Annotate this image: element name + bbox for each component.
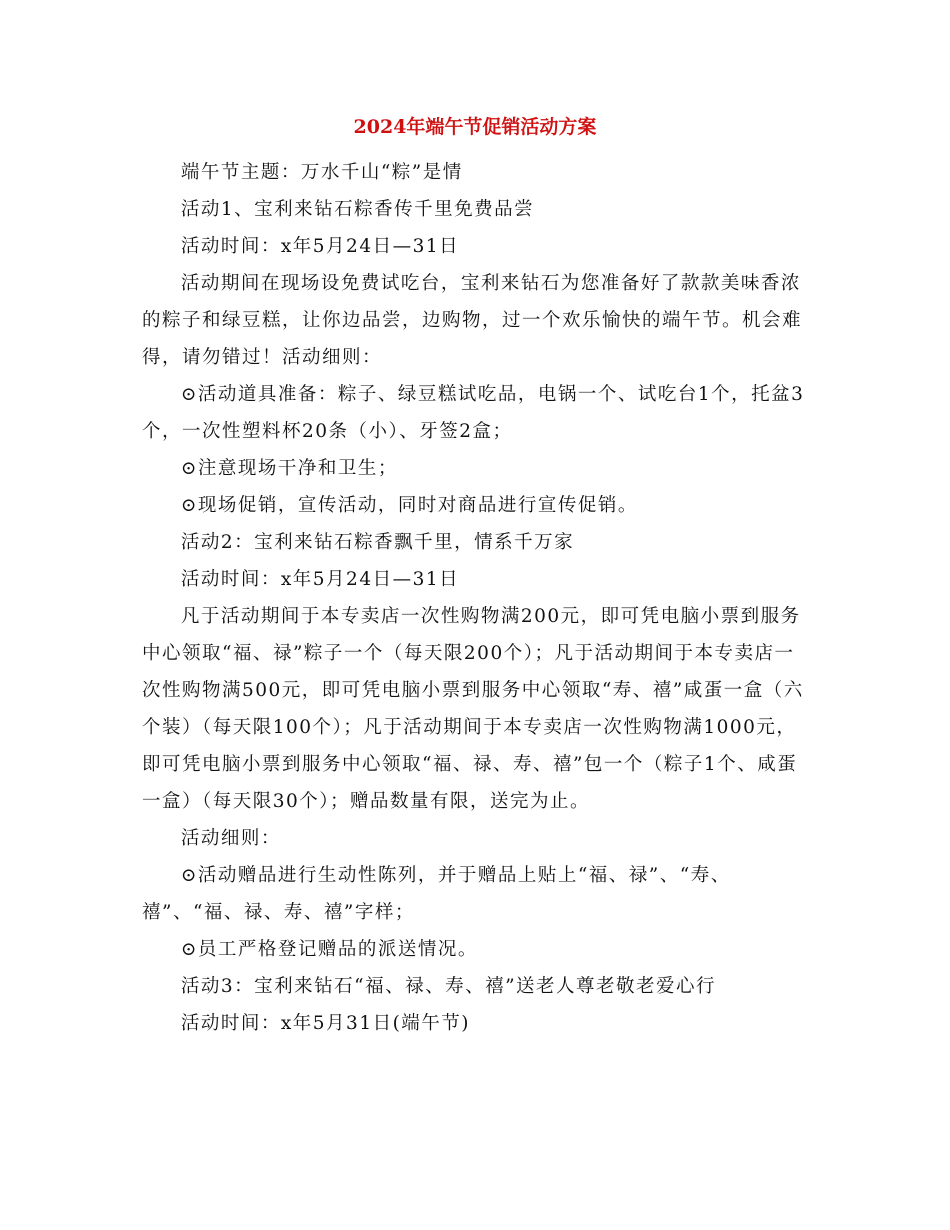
paragraph-activity-2-rules-heading: 活动细则： <box>180 828 281 849</box>
paragraph-theme: 端午节主题：万水千山“粽”是情 <box>180 162 463 183</box>
paragraph-activity-1-time: 活动时间：x年5月24日—31日 <box>180 236 460 257</box>
paragraph-activity-3-time: 活动时间：x年5月31日(端午节) <box>180 1013 471 1034</box>
paragraph-activity-1-detail-promotion: ⊙现场促销，宣传活动，同时对商品进行宣传促销。 <box>180 495 638 516</box>
paragraph-activity-2-heading: 活动2：宝利来钻石粽香飘千里，情系千万家 <box>180 532 575 553</box>
paragraph-activity-1-detail-hygiene: ⊙注意现场干净和卫生； <box>180 458 398 479</box>
paragraph-activity-2-rule-registration: ⊙员工严格登记赠品的派送情况。 <box>180 939 478 960</box>
paragraph-activity-3-heading: 活动3：宝利来钻石“福、禄、寿、禧”送老人尊老敬老爱心行 <box>180 976 717 997</box>
document-title: 2024年端午节促销活动方案 <box>353 116 597 138</box>
paragraph-activity-1-detail-props: ⊙活动道具准备：粽子、绿豆糕试吃品，电锅一个、试吃台1个，托盆3个，一次性塑料杯20条（小）、牙签2盒； <box>142 384 805 442</box>
paragraph-activity-2-rule-display: ⊙活动赠品进行生动性陈列，并于赠品上贴上“福、禄”、“寿、禧”、“福、禄、寿、禧”字样； <box>142 865 731 923</box>
paragraph-activity-1-heading: 活动1、宝利来钻石粽香传千里免费品尝 <box>180 199 535 220</box>
document-body <box>142 154 812 1042</box>
paragraph-activity-2-description: 凡于活动期间于本专卖店一次性购物满200元，即可凭电脑小票到服务中心领取“福、禄”粽子一个（每天限200个）；凡于活动期间于本专卖店一次性购物满500元，即可凭电脑小票到服务中心领取“寿、禧”咸蛋一盒（六个装）（每天限100个）；凡于活动期间于本专卖店一次性购物满1000元，即可凭电脑小票到服务中心领取“福、禄、寿、禧”包一个（粽子1个、咸蛋一盒）（每天限30个）；赠品数量有限，送完为止。 <box>142 606 804 812</box>
paragraph-activity-1-description: 活动期间在现场设免费试吃台，宝利来钻石为您准备好了款款美味香浓的粽子和绿豆糕，让你边品尝，边购物，过一个欢乐愉快的端午节。机会难得，请勿错过！活动细则： <box>142 273 803 368</box>
paragraph-activity-2-time: 活动时间：x年5月24日—31日 <box>180 569 460 590</box>
